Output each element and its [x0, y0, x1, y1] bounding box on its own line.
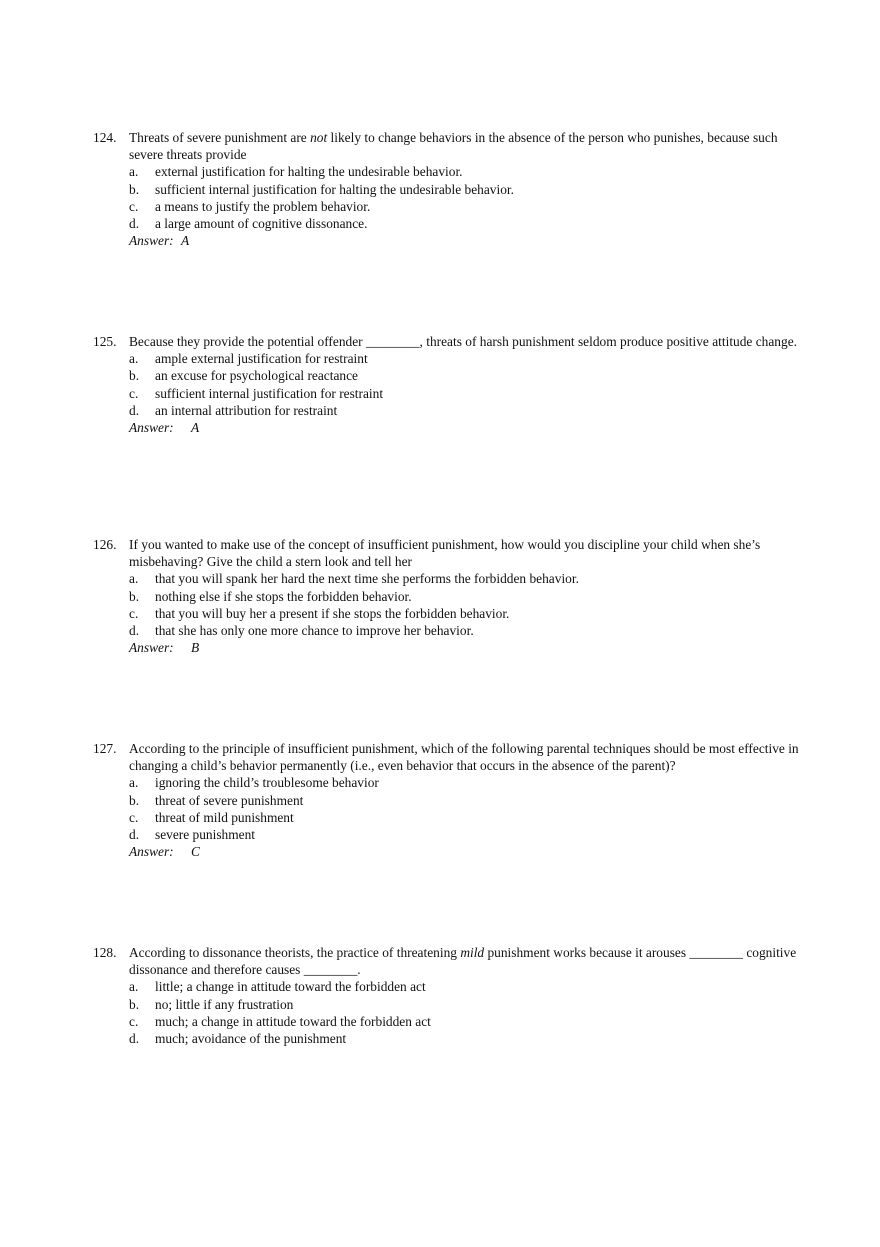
question-125 [93, 333, 803, 436]
answer-label: Answer: [129, 420, 174, 436]
question-number: 125. [93, 334, 117, 349]
choice-d: d. an internal attribution for restraint [129, 402, 338, 418]
choice-b: b. an excuse for psychological reactance [129, 368, 358, 384]
choice-b: b. nothing else if she stops the forbidden behavior. [129, 588, 412, 604]
stem-text-continued: likely to change behaviors in the absence of the person who punishes, because such severe threats provide [129, 130, 778, 163]
stem-text: According to the principle of insufficient punishment, which of the following parental techniques should be most effective in changing a child’s behavior permanently (i.e., even behavior that occurs in the absence of the parent)? [129, 741, 799, 774]
question-stem [93, 129, 803, 163]
choice-c: c. a means to justify the problem behavior. [129, 198, 371, 214]
question-124 [93, 129, 803, 249]
answer-label: Answer: [129, 640, 174, 656]
question-number: 127. [93, 741, 117, 756]
question-number: 126. [93, 537, 117, 552]
stem-text-continued: punishment works because it arouses ________ cognitive dissonance and therefore causes ________. [129, 945, 797, 978]
answer-value: C [191, 844, 200, 860]
stem-emphasis: not [310, 130, 328, 145]
answer-line [93, 419, 803, 436]
question-number: 124. [93, 130, 117, 145]
choice-list [93, 570, 803, 639]
question-stem [93, 536, 803, 570]
stem-text: According to dissonance theorists, the practice of threatening [129, 945, 461, 960]
question-number: 128. [93, 945, 117, 960]
choice-c: c. threat of mild punishment [129, 809, 294, 825]
choice-c: c. much; a change in attitude toward the forbidden act [129, 1013, 431, 1029]
answer-value: A [191, 420, 200, 436]
stem-text: Because they provide the potential offender ________, threats of harsh punishment seldom produce positive attitude change. [129, 334, 797, 349]
choice-b: b. sufficient internal justification for halting the undesirable behavior. [129, 181, 514, 197]
choice-d: d. much; avoidance of the punishment [129, 1031, 347, 1047]
question-127 [93, 740, 803, 860]
stem-emphasis: mild [460, 945, 485, 960]
choice-a: a. little; a change in attitude toward the forbidden act [129, 979, 426, 995]
question-stem [93, 740, 803, 774]
question-126 [93, 536, 803, 656]
answer-line [93, 843, 803, 860]
choice-a: a. ample external justification for restraint [129, 351, 368, 367]
answer-line [93, 232, 803, 249]
choice-c: c. sufficient internal justification for restraint [129, 385, 384, 401]
choice-list [93, 978, 803, 1047]
choice-list [93, 774, 803, 843]
choice-d: d. severe punishment [129, 827, 256, 843]
choice-c: c. that you will buy her a present if she stops the forbidden behavior. [129, 605, 510, 621]
choice-b: b. no; little if any frustration [129, 996, 294, 1012]
choice-a: a. ignoring the child’s troublesome behavior [129, 775, 379, 791]
choice-list [93, 350, 803, 419]
answer-label: Answer: [129, 844, 174, 860]
question-128 [93, 944, 803, 1047]
stem-text: If you wanted to make use of the concept of insufficient punishment, how would you discipline your child when she’s misbehaving? Give the child a stern look and tell her [129, 537, 761, 570]
stem-text: Threats of severe punishment are [129, 130, 311, 145]
question-stem [93, 333, 803, 350]
choice-a: a. external justification for halting the undesirable behavior. [129, 164, 463, 180]
answer-line [93, 639, 803, 656]
choice-d: d. a large amount of cognitive dissonance. [129, 216, 368, 232]
choice-d: d. that she has only one more chance to improve her behavior. [129, 623, 474, 639]
choice-b: b. threat of severe punishment [129, 792, 304, 808]
answer-value: A [181, 233, 190, 249]
choice-list [93, 163, 803, 232]
choice-a: a. that you will spank her hard the next time she performs the forbidden behavior. [129, 571, 579, 587]
answer-label: Answer: [129, 233, 174, 249]
question-stem [93, 944, 803, 978]
answer-value: B [191, 640, 200, 656]
